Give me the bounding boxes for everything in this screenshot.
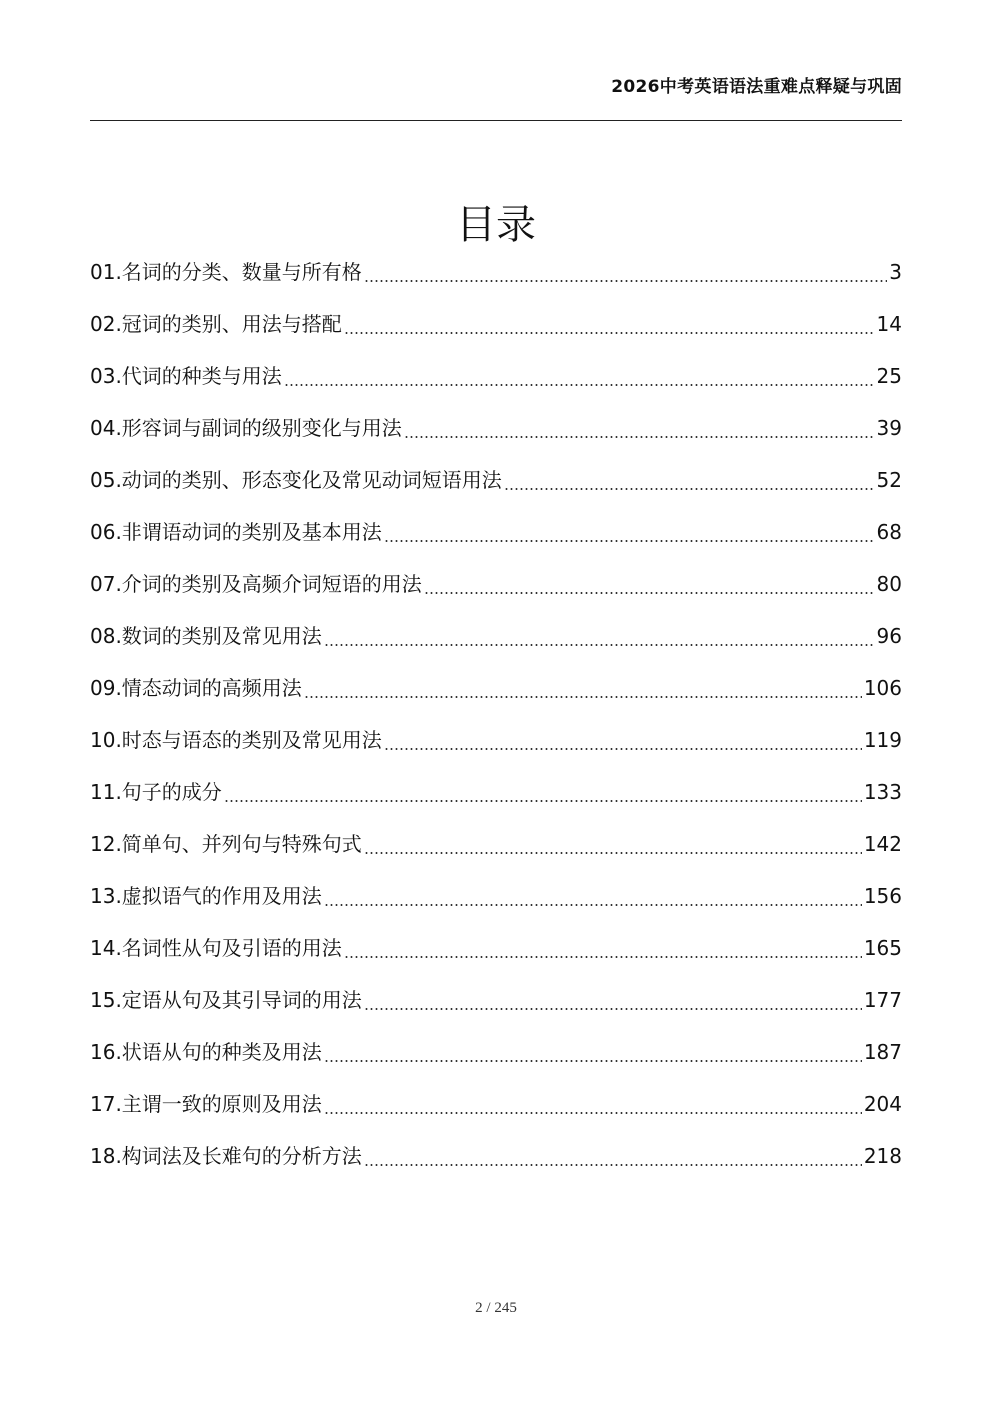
toc-entry-label: 11.句子的成分 <box>90 780 222 804</box>
toc-entry-04[interactable] <box>90 402 902 454</box>
toc-entry-label: 10.时态与语态的类别及常见用法 <box>90 728 382 752</box>
toc-entry-label: 03.代词的种类与用法 <box>90 364 282 388</box>
toc-entry-label: 13.虚拟语气的作用及用法 <box>90 884 322 908</box>
toc-entry-02[interactable] <box>90 298 902 350</box>
toc-entry-06[interactable] <box>90 506 902 558</box>
toc-entry-18[interactable] <box>90 1130 902 1182</box>
toc-entry-page: 3 <box>889 260 902 284</box>
toc-entry-14[interactable] <box>90 922 902 974</box>
toc-entry-page: 187 <box>863 1040 902 1064</box>
toc-entry-page: 133 <box>863 780 902 804</box>
toc-dot-leader <box>384 748 862 750</box>
toc-dot-leader <box>224 800 862 802</box>
toc-entry-16[interactable] <box>90 1026 902 1078</box>
toc-entry-page: 177 <box>863 988 902 1012</box>
toc-entry-label: 05.动词的类别、形态变化及常见动词短语用法 <box>90 468 502 492</box>
toc-entry-page: 80 <box>876 572 902 596</box>
toc-entry-page: 14 <box>876 312 902 336</box>
toc-dot-leader <box>424 592 875 594</box>
toc-entry-page: 96 <box>876 624 902 648</box>
toc-entry-label: 01.名词的分类、数量与所有格 <box>90 260 362 284</box>
toc-entry-page: 165 <box>863 936 902 960</box>
toc-entry-page: 106 <box>863 676 902 700</box>
toc-dot-leader <box>284 384 875 386</box>
toc-dot-leader <box>504 488 875 490</box>
toc-entry-label: 09.情态动词的高频用法 <box>90 676 302 700</box>
toc-title: 目录 <box>456 201 536 248</box>
toc-entry-page: 52 <box>876 468 902 492</box>
toc-list <box>90 246 902 1182</box>
toc-entry-11[interactable] <box>90 766 902 818</box>
toc-entry-page: 218 <box>863 1144 902 1168</box>
toc-dot-leader <box>324 1060 862 1062</box>
toc-entry-label: 16.状语从句的种类及用法 <box>90 1040 322 1064</box>
toc-entry-label: 02.冠词的类别、用法与搭配 <box>90 312 342 336</box>
toc-dot-leader <box>324 904 862 906</box>
toc-entry-page: 119 <box>863 728 902 752</box>
toc-entry-13[interactable] <box>90 870 902 922</box>
toc-entry-label: 07.介词的类别及高频介词短语的用法 <box>90 572 422 596</box>
toc-entry-09[interactable] <box>90 662 902 714</box>
toc-entry-08[interactable] <box>90 610 902 662</box>
toc-dot-leader <box>324 1112 862 1114</box>
header-rule <box>90 120 902 121</box>
toc-entry-page: 156 <box>863 884 902 908</box>
toc-dot-leader <box>364 1164 862 1166</box>
toc-entry-label: 08.数词的类别及常见用法 <box>90 624 322 648</box>
toc-dot-leader <box>384 540 875 542</box>
running-header: 2026中考英语语法重难点释疑与巩固 <box>611 77 902 97</box>
toc-entry-label: 12.简单句、并列句与特殊句式 <box>90 832 362 856</box>
toc-entry-label: 18.构词法及长难句的分析方法 <box>90 1144 362 1168</box>
toc-entry-page: 39 <box>876 416 902 440</box>
toc-dot-leader <box>324 644 875 646</box>
page-indicator: 2 / 245 <box>475 1300 517 1316</box>
toc-dot-leader <box>344 332 875 334</box>
toc-entry-page: 142 <box>863 832 902 856</box>
toc-dot-leader <box>364 280 887 282</box>
toc-entry-05[interactable] <box>90 454 902 506</box>
toc-entry-17[interactable] <box>90 1078 902 1130</box>
toc-entry-10[interactable] <box>90 714 902 766</box>
toc-entry-01[interactable] <box>90 246 902 298</box>
toc-dot-leader <box>344 956 862 958</box>
toc-dot-leader <box>364 1008 862 1010</box>
toc-entry-label: 15.定语从句及其引导词的用法 <box>90 988 362 1012</box>
toc-entry-page: 204 <box>863 1092 902 1116</box>
toc-entry-07[interactable] <box>90 558 902 610</box>
toc-entry-label: 04.形容词与副词的级别变化与用法 <box>90 416 402 440</box>
toc-dot-leader <box>304 696 862 698</box>
toc-entry-label: 06.非谓语动词的类别及基本用法 <box>90 520 382 544</box>
toc-entry-label: 17.主谓一致的原则及用法 <box>90 1092 322 1116</box>
toc-entry-label: 14.名词性从句及引语的用法 <box>90 936 342 960</box>
toc-dot-leader <box>364 852 862 854</box>
toc-entry-03[interactable] <box>90 350 902 402</box>
toc-entry-15[interactable] <box>90 974 902 1026</box>
toc-dot-leader <box>404 436 875 438</box>
toc-entry-page: 68 <box>876 520 902 544</box>
toc-entry-12[interactable] <box>90 818 902 870</box>
toc-entry-page: 25 <box>876 364 902 388</box>
